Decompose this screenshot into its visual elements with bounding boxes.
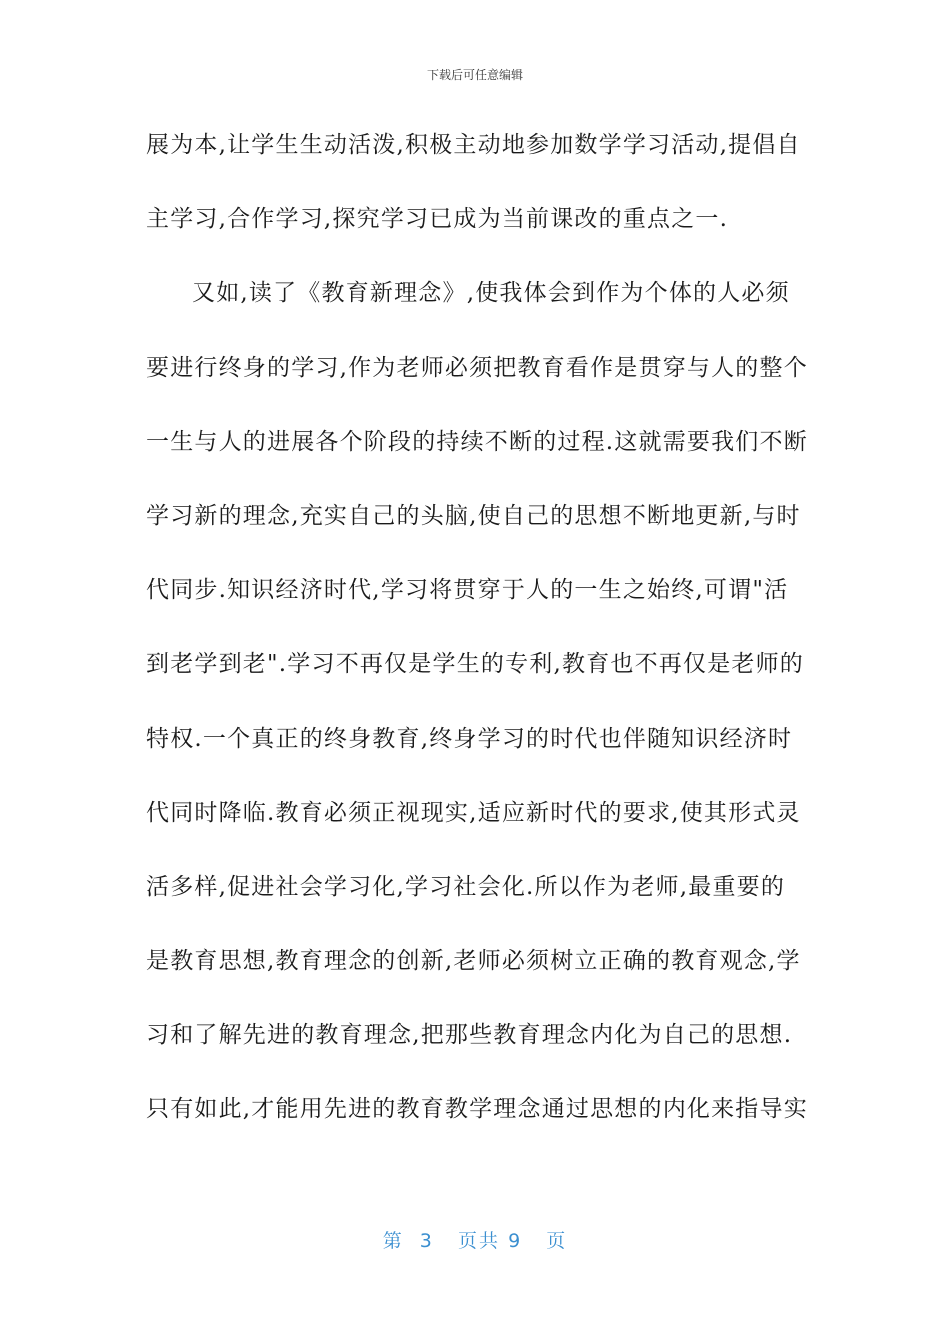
text-line: 学习新的理念,充实自己的头脑,使自己的思想不断地更新,与时 xyxy=(146,502,801,529)
header-note: 下载后可任意编辑 xyxy=(426,68,523,82)
text-line: 只有如此,才能用先进的教育教学理念通过思想的内化来指导实 xyxy=(146,1096,808,1123)
text-line: 代同时降临.教育必须正视现实,适应新时代的要求,使其形式灵 xyxy=(146,799,801,826)
page-suffix: 页 xyxy=(546,1230,568,1252)
page-mid: 页共 xyxy=(458,1230,501,1252)
text-line: 要进行终身的学习,作为老师必须把教育看作是贯穿与人的整个 xyxy=(146,354,808,381)
text-line: 代同步.知识经济时代,学习将贯穿于人的一生之始终,可谓"活 xyxy=(146,577,789,604)
text-line: 到老学到老".学习不再仅是学生的专利,教育也不再仅是老师的 xyxy=(146,651,805,678)
text-line: 习和了解先进的教育理念,把那些教育理念内化为自己的思想. xyxy=(146,1022,793,1049)
document-body xyxy=(146,122,806,1161)
text-line: 主学习,合作学习,探究学习已成为当前课改的重点之一. xyxy=(146,206,729,233)
text-line: 特权.一个真正的终身教育,终身学习的时代也伴随知识经济时 xyxy=(146,725,793,752)
text-line: 是教育思想,教育理念的创新,老师必须树立正确的教育观念,学 xyxy=(146,948,801,975)
text-line: 展为本,让学生生动活泼,积极主动地参加数学学习活动,提倡自 xyxy=(146,132,801,158)
paragraph-start-line: 又如,读了《教育新理念》,使我体会到作为个体的人必须 xyxy=(192,280,790,307)
text-line: 活多样,促进社会学习化,学习社会化.所以作为老师,最重要的 xyxy=(146,873,786,900)
page-footer xyxy=(0,1226,950,1253)
current-page-number: 3 xyxy=(419,1230,434,1252)
total-pages-number: 9 xyxy=(508,1230,523,1252)
text-line: 一生与人的进展各个阶段的持续不断的过程.这就需要我们不断 xyxy=(146,428,808,455)
page-prefix: 第 xyxy=(382,1230,404,1252)
